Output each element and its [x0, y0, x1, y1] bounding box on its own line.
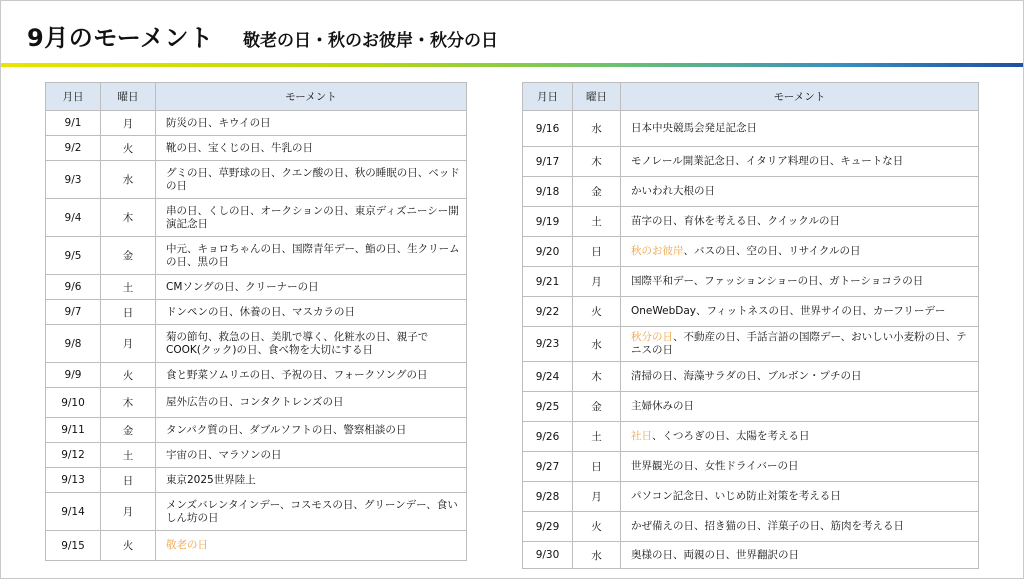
- gradient-divider: [0, 63, 1024, 67]
- moment-cell: [156, 199, 467, 237]
- weekday-cell: 水: [573, 542, 621, 569]
- date-cell: 9/3: [46, 161, 101, 199]
- moment-cell: [156, 111, 467, 136]
- column-header-moment: モーメント: [621, 83, 979, 111]
- table-row: [523, 542, 979, 569]
- table-row: [46, 161, 467, 199]
- table-row: [46, 443, 467, 468]
- moment-text: ドンペンの日、休養の日、マスカラの日: [166, 305, 355, 318]
- weekday-cell: 日: [573, 452, 621, 482]
- weekday-cell: 火: [573, 512, 621, 542]
- moment-cell: [621, 452, 979, 482]
- date-cell: 9/13: [46, 468, 101, 493]
- moment-text: 清掃の日、海藻サラダの日、ブルボン・プチの日: [631, 370, 862, 382]
- date-cell: 9/10: [46, 388, 101, 418]
- moment-text: 宇宙の日、マラソンの日: [166, 448, 282, 461]
- weekday-cell: 水: [573, 111, 621, 147]
- date-cell: 9/27: [523, 452, 573, 482]
- moment-cell: [156, 161, 467, 199]
- moment-cell: [621, 237, 979, 267]
- moment-text: 国際平和デー、ファッションショーの日、ガトーショコラの日: [631, 275, 924, 287]
- table-row: [46, 388, 467, 418]
- table-header-row: [523, 83, 979, 111]
- weekday-cell: 木: [573, 362, 621, 392]
- page-header: [0, 0, 1024, 64]
- date-cell: 9/6: [46, 275, 101, 300]
- table-row: [46, 363, 467, 388]
- table-header-row: [46, 83, 467, 111]
- moment-cell: [156, 468, 467, 493]
- date-cell: 9/26: [523, 422, 573, 452]
- moment-text: 菊の節句、救急の日、美肌で導く、化粧水の日、親子でCOOK(クック)の日、食べ物を大切にする日: [166, 330, 429, 356]
- date-cell: 9/28: [523, 482, 573, 512]
- weekday-cell: 金: [573, 392, 621, 422]
- page-title: 9月のモーメント: [27, 24, 214, 52]
- table-row: [46, 111, 467, 136]
- moment-cell: [156, 363, 467, 388]
- moment-cell: [156, 325, 467, 363]
- date-cell: 9/19: [523, 207, 573, 237]
- column-header-date: 月日: [523, 83, 573, 111]
- weekday-cell: 水: [573, 327, 621, 362]
- moment-text: 靴の日、宝くじの日、牛乳の日: [166, 141, 313, 154]
- moment-cell: [156, 237, 467, 275]
- moment-text: OneWebDay、フィットネスの日、世界サイの日、カーフリーデー: [631, 305, 946, 317]
- weekday-cell: 火: [101, 363, 156, 388]
- date-cell: 9/18: [523, 177, 573, 207]
- table-row: [46, 493, 467, 531]
- moment-cell: [621, 392, 979, 422]
- moment-text: かいわれ大根の日: [631, 185, 715, 197]
- moment-cell: [621, 207, 979, 237]
- weekday-cell: 火: [101, 531, 156, 561]
- weekday-cell: 金: [573, 177, 621, 207]
- table-row: [523, 147, 979, 177]
- highlight-moment: 社日: [631, 430, 652, 442]
- date-cell: 9/11: [46, 418, 101, 443]
- moment-cell: [156, 418, 467, 443]
- weekday-cell: 土: [101, 275, 156, 300]
- table-row: [46, 199, 467, 237]
- weekday-cell: 土: [573, 207, 621, 237]
- table-row: [523, 422, 979, 452]
- date-cell: 9/21: [523, 267, 573, 297]
- table-row: [46, 468, 467, 493]
- moment-text: 串の日、くしの日、オークションの日、東京ディズニーシー開演記念日: [166, 204, 459, 230]
- moment-cell: [621, 177, 979, 207]
- moment-text: パソコン記念日、いじめ防止対策を考える日: [631, 490, 841, 502]
- moment-text: 奥様の日、両親の日、世界翻訳の日: [631, 548, 799, 561]
- weekday-cell: 木: [573, 147, 621, 177]
- moment-text: グミの日、草野球の日、クエン酸の日、秋の睡眠の日、ベッドの日: [166, 166, 460, 192]
- moment-cell: [621, 482, 979, 512]
- date-cell: 9/12: [46, 443, 101, 468]
- moment-cell: [156, 136, 467, 161]
- table-row: [523, 177, 979, 207]
- moment-text: かぜ備えの日、招き猫の日、洋菓子の日、筋肉を考える日: [631, 520, 904, 532]
- moment-cell: [621, 297, 979, 327]
- weekday-cell: 金: [101, 418, 156, 443]
- moment-cell: [621, 327, 979, 362]
- date-cell: 9/9: [46, 363, 101, 388]
- weekday-cell: 日: [101, 300, 156, 325]
- moments-table-left: [45, 82, 467, 561]
- weekday-cell: 火: [573, 297, 621, 327]
- moment-text: メンズバレンタインデー、コスモスの日、グリーンデー、食いしん坊の日: [166, 498, 458, 524]
- highlight-moment: 秋のお彼岸: [631, 245, 684, 257]
- date-cell: 9/7: [46, 300, 101, 325]
- table-row: [46, 237, 467, 275]
- moment-text: CMソングの日、クリーナーの日: [166, 280, 319, 293]
- moment-text: 、くつろぎの日、太陽を考える日: [652, 430, 810, 442]
- weekday-cell: 日: [101, 468, 156, 493]
- moment-text: モノレール開業記念日、イタリア料理の日、キュートな日: [631, 155, 904, 167]
- moment-text: 苗字の日、育休を考える日、クイックルの日: [631, 215, 840, 227]
- moment-cell: [621, 422, 979, 452]
- table-row: [523, 111, 979, 147]
- weekday-cell: 金: [101, 237, 156, 275]
- table-row: [523, 392, 979, 422]
- table-row: [46, 418, 467, 443]
- moment-text: 屋外広告の日、コンタクトレンズの日: [166, 396, 344, 408]
- moment-text: 東京2025世界陸上: [166, 473, 256, 486]
- moment-text: 日本中央競馬会発足記念日: [631, 122, 757, 134]
- moment-cell: [621, 362, 979, 392]
- moment-cell: [621, 111, 979, 147]
- moment-text: 、不動産の日、手話言語の国際デー、おいしい小麦粉の日、テニスの日: [631, 331, 967, 356]
- date-cell: 9/30: [523, 542, 573, 569]
- column-header-day: 曜日: [101, 83, 156, 111]
- table-row: [523, 482, 979, 512]
- weekday-cell: 土: [573, 422, 621, 452]
- moment-cell: [156, 275, 467, 300]
- moment-cell: [156, 443, 467, 468]
- table-row: [523, 267, 979, 297]
- date-cell: 9/14: [46, 493, 101, 531]
- weekday-cell: 月: [573, 267, 621, 297]
- moments-table-right: [522, 82, 979, 569]
- moment-cell: [621, 147, 979, 177]
- moment-text: 主婦休みの日: [631, 400, 694, 412]
- date-cell: 9/8: [46, 325, 101, 363]
- table-row: [523, 297, 979, 327]
- date-cell: 9/15: [46, 531, 101, 561]
- moment-cell: [621, 512, 979, 542]
- moment-text: 中元、キョロちゃんの日、国際青年デー、鮨の日、生クリームの日、黒の日: [166, 242, 460, 268]
- moment-text: 世界観光の日、女性ドライバーの日: [631, 460, 799, 472]
- date-cell: 9/23: [523, 327, 573, 362]
- table-row: [523, 237, 979, 267]
- weekday-cell: 木: [101, 388, 156, 418]
- moment-cell: [156, 531, 467, 561]
- table-row: [523, 452, 979, 482]
- date-cell: 9/1: [46, 111, 101, 136]
- table-row: [523, 327, 979, 362]
- moment-cell: [156, 493, 467, 531]
- table-row: [523, 512, 979, 542]
- table-row: [46, 325, 467, 363]
- date-cell: 9/17: [523, 147, 573, 177]
- moment-cell: [156, 388, 467, 418]
- moment-text: 防災の日、キウイの日: [166, 116, 271, 129]
- weekday-cell: 日: [573, 237, 621, 267]
- page-subtitle: 敬老の日・秋のお彼岸・秋分の日: [243, 31, 498, 51]
- highlight-moment: 敬老の日: [166, 539, 208, 551]
- weekday-cell: 土: [101, 443, 156, 468]
- table-row: [523, 362, 979, 392]
- date-cell: 9/24: [523, 362, 573, 392]
- column-header-date: 月日: [46, 83, 101, 111]
- weekday-cell: 月: [573, 482, 621, 512]
- column-header-day: 曜日: [573, 83, 621, 111]
- date-cell: 9/5: [46, 237, 101, 275]
- date-cell: 9/29: [523, 512, 573, 542]
- moment-text: 、バスの日、空の日、リサイクルの日: [683, 245, 861, 257]
- date-cell: 9/16: [523, 111, 573, 147]
- table-row: [46, 531, 467, 561]
- date-cell: 9/2: [46, 136, 101, 161]
- table-row: [46, 275, 467, 300]
- moment-text: 食と野菜ソムリエの日、予祝の日、フォークソングの日: [166, 368, 428, 381]
- weekday-cell: 月: [101, 325, 156, 363]
- highlight-moment: 秋分の日: [631, 331, 673, 343]
- date-cell: 9/20: [523, 237, 573, 267]
- date-cell: 9/22: [523, 297, 573, 327]
- date-cell: 9/25: [523, 392, 573, 422]
- column-header-moment: モーメント: [156, 83, 467, 111]
- weekday-cell: 水: [101, 161, 156, 199]
- weekday-cell: 木: [101, 199, 156, 237]
- moment-cell: [621, 542, 979, 569]
- weekday-cell: 火: [101, 136, 156, 161]
- table-row: [46, 300, 467, 325]
- moment-cell: [621, 267, 979, 297]
- table-row: [523, 207, 979, 237]
- date-cell: 9/4: [46, 199, 101, 237]
- weekday-cell: 月: [101, 493, 156, 531]
- table-row: [46, 136, 467, 161]
- moment-text: タンパク質の日、ダブルソフトの日、警察相談の日: [166, 423, 407, 436]
- moment-cell: [156, 300, 467, 325]
- weekday-cell: 月: [101, 111, 156, 136]
